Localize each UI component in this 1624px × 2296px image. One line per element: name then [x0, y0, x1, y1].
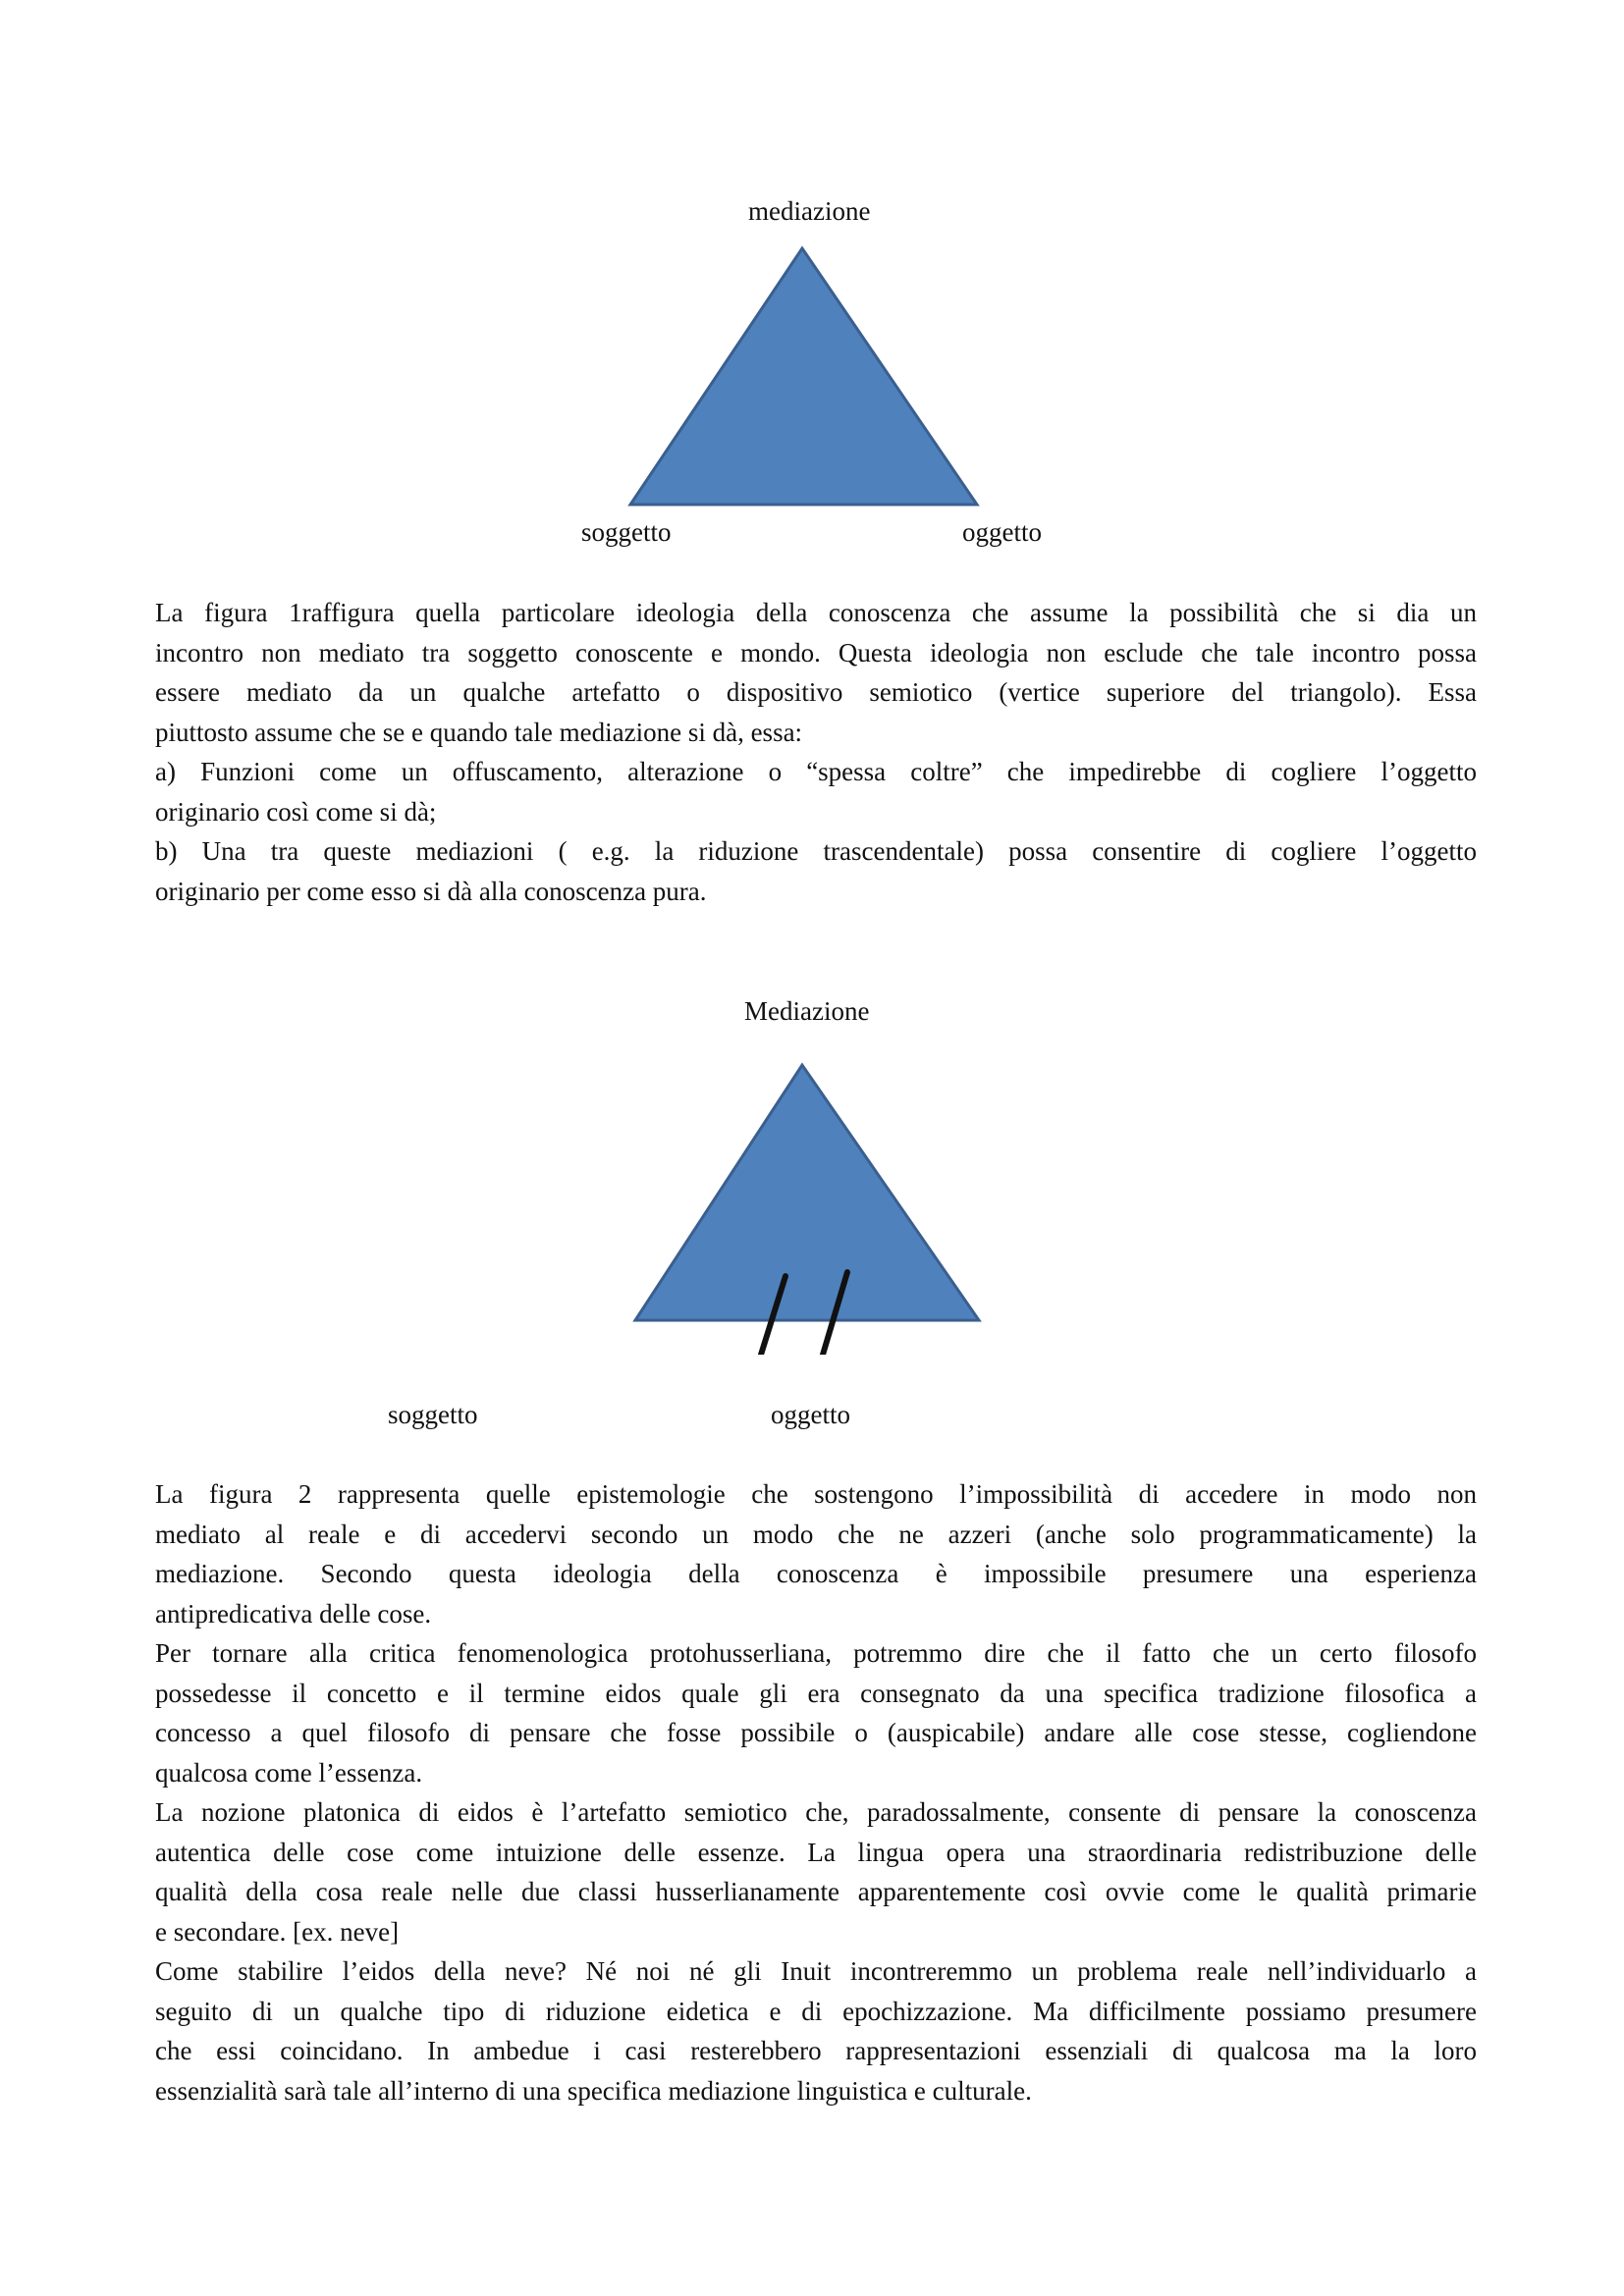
paragraph-1-line: b) Una tra queste mediazioni ( e.g. la riduzione trascendentale) possa consentire di cogliere l’oggetto — [155, 836, 1477, 866]
paragraph-1-line: originario così come si dà; — [155, 796, 437, 827]
paragraph-2-line: che essi coincidano. In ambedue i casi resterebbero rappresentazioni essenziali di qualcosa ma la loro — [155, 2036, 1477, 2065]
paragraph-2-line: qualcosa come l’essenza. — [155, 1757, 423, 1788]
paragraph-2-line: La figura 2 rappresenta quelle epistemologie che sostengono l’impossibilità di accedere in modo non — [155, 1479, 1477, 1509]
paragraph-2-line: qualità della cosa reale nelle due classi husserlianamente apparentemente così ovvie come le qualità primarie — [155, 1877, 1477, 1906]
paragraph-2-line: mediazione. Secondo questa ideologia della conoscenza è impossibile presumere una esperienza — [155, 1559, 1477, 1588]
paragraph-1-line: a) Funzioni come un offuscamento, alterazione o “spessa coltre” che impedirebbe di cogliere l’oggetto — [155, 757, 1477, 786]
paragraph-2-line: antipredicativa delle cose. — [155, 1598, 432, 1629]
figure-2-left-label: soggetto — [388, 1400, 478, 1429]
paragraph-2-line: concesso a quel filosofo di pensare che fosse possibile o (auspicabile) andare alle cose stesse, cogliendone — [155, 1718, 1477, 1747]
paragraph-2-line: possedesse il concetto e il termine eidos quale gli era consegnato da una specifica tradizione filosofica a — [155, 1678, 1477, 1708]
paragraph-1-line: incontro non mediato tra soggetto conoscente e mondo. Questa ideologia non esclude che tale incontro possa — [155, 637, 1477, 667]
paragraph-2-line: autentica delle cose come intuizione delle essenze. La lingua opera una straordinaria redistribuzione delle — [155, 1837, 1477, 1867]
figure-1-right-label: oggetto — [962, 517, 1042, 547]
paragraph-2-line: La nozione platonica di eidos è l’artefatto semiotico che, paradossalmente, consente di pensare la conoscenza — [155, 1797, 1477, 1827]
figure-1-top-label: mediazione — [748, 196, 871, 226]
paragraph-2-line: e secondare. [ex. neve] — [155, 1916, 400, 1947]
figure-1-left-label: soggetto — [581, 517, 672, 547]
figure-1-diagram — [609, 236, 1001, 520]
paragraph-1 — [155, 593, 1477, 911]
paragraph-1-line: essere mediato da un qualche artefatto o dispositivo semiotico (vertice superiore del triangolo). Essa — [155, 677, 1477, 707]
paragraph-1-line: piuttosto assume che se e quando tale mediazione si dà, essa: — [155, 717, 803, 747]
figure-2-top-label: Mediazione — [744, 996, 870, 1026]
paragraph-1-line: originario per come esso si dà alla conoscenza pura. — [155, 876, 707, 906]
paragraph-1-line: La figura 1raffigura quella particolare ideologia della conoscenza che assume la possibilità che si dia un — [155, 598, 1477, 627]
paragraph-2-line: Per tornare alla critica fenomenologica protohusserliana, potremmo dire che il fatto che un certo filosofo — [155, 1638, 1477, 1668]
figure-2-triangle — [635, 1065, 979, 1320]
paragraph-2-line: Come stabilire l’eidos della neve? Né noi né gli Inuit incontreremmo un problema reale nell’individuarlo a — [155, 1956, 1477, 1986]
figure-2-right-label: oggetto — [771, 1400, 850, 1429]
paragraph-2 — [155, 1474, 1477, 2110]
paragraph-2-line: mediato al reale e di accedervi secondo un modo che ne azzeri (anche solo programmaticamente) la — [155, 1519, 1477, 1549]
figure-1-triangle — [630, 248, 977, 505]
figure-2-diagram — [609, 1041, 1021, 1355]
paragraph-2-line: seguito di un qualche tipo di riduzione eidetica e di epochizzazione. Ma difficilmente possiamo presumere — [155, 1996, 1477, 2026]
paragraph-2-line: essenzialità sarà tale all’interno di una specifica mediazione linguistica e culturale. — [155, 2075, 1032, 2106]
